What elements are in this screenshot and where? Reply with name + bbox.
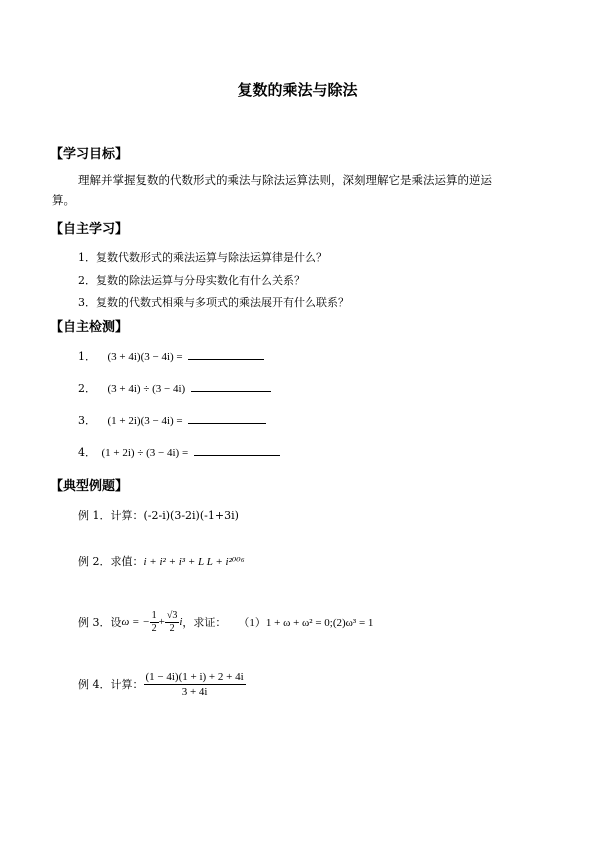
imaginary-unit: i [179, 616, 183, 628]
answer-blank [188, 358, 264, 360]
section-heading-self-study: 【自主学习】 [50, 222, 129, 237]
self-check-item-2 [78, 380, 271, 396]
self-study-item-1: 1．复数代数形式的乘法运算与除法运算律是什么？ [78, 251, 327, 264]
goals-text-line2: 算。 [52, 193, 75, 207]
self-check-item-4 [78, 444, 280, 460]
plus-sign: + [158, 616, 165, 628]
answer-blank [191, 390, 271, 392]
math-expression: (3 + 4i) ÷ (3 − 4i) [107, 383, 186, 395]
section-heading-goals: 【学习目标】 [50, 147, 129, 162]
math-expression: (3 + 4i)(3 − 4i) = [107, 351, 183, 363]
example-4 [78, 667, 246, 701]
example-2 [78, 553, 245, 569]
item-number: 2． [78, 382, 96, 395]
item-number: 3． [78, 414, 96, 427]
section-heading-examples: 【典型例题】 [50, 479, 129, 494]
example-1 [78, 507, 239, 523]
self-study-item-2: 2．复数的除法运算与分母实数化有什么关系？ [78, 274, 305, 287]
answer-blank [188, 422, 266, 424]
prove-label: ，求证： [182, 616, 227, 629]
example-label: 例 3．设 [78, 616, 122, 629]
self-study-item-3: 3．复数的代数式相乘与多项式的乘法展开有什么联系？ [78, 296, 349, 309]
example-3 [78, 606, 373, 638]
math-expression: (1 + 2i) ÷ (3 − 4i) = [101, 447, 189, 459]
example-label: 例 1．计算： [78, 509, 144, 522]
math-expression: i + i² + i³ + L L + i²⁰⁰⁶ [143, 556, 245, 568]
self-check-item-3 [78, 412, 266, 428]
example-label: 例 2．求值： [78, 555, 144, 568]
math-expression: (1 + 2i)(3 − 4i) = [107, 415, 183, 427]
page-title: 复数的乘法与除法 [237, 81, 358, 99]
answer-blank [194, 454, 280, 456]
omega-def: ω = − [121, 616, 150, 628]
example-4-fraction: $\frac{(1 - 4i)(1 + i) + 2 + 4i}{3 + 4i}$ [145, 670, 244, 698]
item-number: 1． [78, 350, 96, 363]
section-heading-self-check: 【自主检测】 [50, 320, 129, 335]
item-number: 4． [78, 446, 96, 459]
math-expression: (-2-i)(3-2i)(-1+3i) [143, 509, 239, 522]
fraction-sqrt3-half: $\frac{√3}{2}$ [166, 609, 178, 634]
prove-statements: （1）1 + ω + ω² = 0;(2)ω³ = 1 [238, 617, 374, 629]
self-check-item-1 [78, 348, 264, 364]
goals-text-line1: 理解并掌握复数的代数形式的乘法与除法运算法则，深刻理解它是乘法运算的逆运 [78, 173, 492, 187]
fraction-one-half: $\frac{1}{2}$ [151, 609, 157, 634]
example-label: 例 4．计算： [78, 678, 144, 691]
